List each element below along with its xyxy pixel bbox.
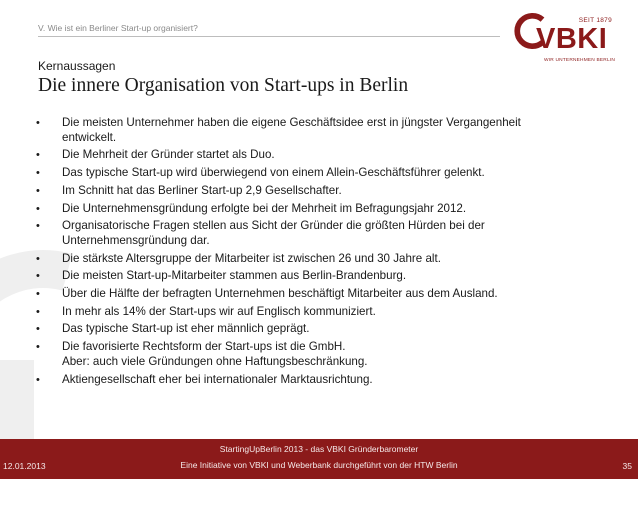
section-rule: [38, 36, 500, 37]
logo-tagline: WIR UNTERNEHMEN BERLIN: [544, 58, 616, 63]
bullet-text: In mehr als 14% der Start-ups wir auf Englisch kommuniziert.: [62, 304, 376, 318]
bullet-marker: •: [36, 202, 40, 215]
bullet-item: [36, 305, 596, 320]
bullet-marker: •: [36, 270, 40, 283]
footer-line-2: Eine Initiative von VBKI und Weberbank durchgeführt von der HTW Berlin: [180, 460, 458, 470]
bullet-item: [36, 219, 596, 248]
bullet-item: [36, 148, 596, 163]
bullet-text: Das typische Start-up ist eher männlich geprägt.: [62, 322, 310, 336]
bullet-item: [36, 116, 596, 145]
bullet-item: [36, 252, 596, 267]
bullet-marker: •: [36, 220, 40, 233]
bullet-text: Die meisten Start-up-Mitarbeiter stammen aus Berlin-Brandenburg.: [62, 269, 407, 283]
bullet-item: [36, 269, 596, 284]
bullet-item: [36, 166, 596, 181]
bullet-text: Im Schnitt hat das Berliner Start-up 2,9 Gesellschafter.: [62, 183, 342, 197]
bullet-text: Aber: auch viele Gründungen ohne Haftungsbeschränkung.: [62, 354, 368, 368]
bullet-item: [36, 184, 596, 199]
bullet-item: [36, 202, 596, 217]
bullet-marker: •: [36, 117, 40, 129]
bullet-marker: •: [36, 288, 40, 301]
bullet-marker: •: [36, 373, 40, 386]
bullet-item: [36, 340, 596, 369]
bullet-text: Die favorisierte Rechtsform der Start-ups ist die GmbH.: [62, 340, 346, 354]
bullet-marker: •: [36, 252, 40, 265]
bullet-text: entwickelt.: [62, 130, 117, 144]
bullet-item: [36, 287, 596, 302]
footer-line-1: StartingUpBerlin 2013 - das VBKI Gründerbarometer: [219, 444, 419, 454]
bullet-text: Das typische Start-up wird überwiegend von einem Allein-Geschäftsführer gelenkt.: [62, 166, 485, 180]
bullet-marker: •: [36, 323, 40, 336]
bullet-list: [36, 116, 596, 390]
section-label: V. Wie ist ein Berliner Start-up organisiert?: [38, 23, 198, 33]
bullet-text: Aktiengesellschaft eher bei internationaler Marktausrichtung.: [62, 372, 373, 386]
bullet-text: Die meisten Unternehmer haben die eigene Geschäftsidee erst in jüngster Vergangenheit: [62, 116, 521, 129]
bullet-marker: •: [36, 167, 40, 180]
logo-since: SEIT 1879: [578, 17, 612, 24]
bullet-marker: •: [36, 184, 40, 197]
bullet-text: Organisatorische Fragen stellen aus Sicht der Gründer die größten Hürden bei der: [62, 219, 485, 233]
logo-wordmark: VBKI: [536, 23, 608, 55]
bullet-text: Die stärkste Altersgruppe der Mitarbeiter ist zwischen 26 und 30 Jahre alt.: [62, 251, 441, 265]
vbki-logo: [506, 8, 618, 68]
slide-kicker: Kernaussagen: [38, 59, 116, 73]
footer-bar: [0, 439, 638, 479]
footer-date: 12.01.2013: [3, 461, 46, 471]
page-number: 35: [622, 461, 632, 471]
bullet-text: Unternehmensgründung dar.: [62, 233, 210, 247]
bullet-marker: •: [36, 341, 40, 354]
bullet-marker: •: [36, 149, 40, 162]
bullet-item: [36, 322, 596, 337]
bullet-text: Über die Hälfte der befragten Unternehmen beschäftigt Mitarbeiter aus dem Ausland.: [62, 287, 498, 301]
bullet-text: Die Mehrheit der Gründer startet als Duo.: [62, 148, 275, 162]
bullet-text: Die Unternehmensgründung erfolgte bei der Mehrheit im Befragungsjahr 2012.: [62, 201, 467, 215]
bullet-item: [36, 373, 596, 388]
bullet-marker: •: [36, 305, 40, 318]
watermark-stem: [0, 360, 34, 450]
slide-title: Die innere Organisation von Start-ups in Berlin: [38, 75, 409, 96]
